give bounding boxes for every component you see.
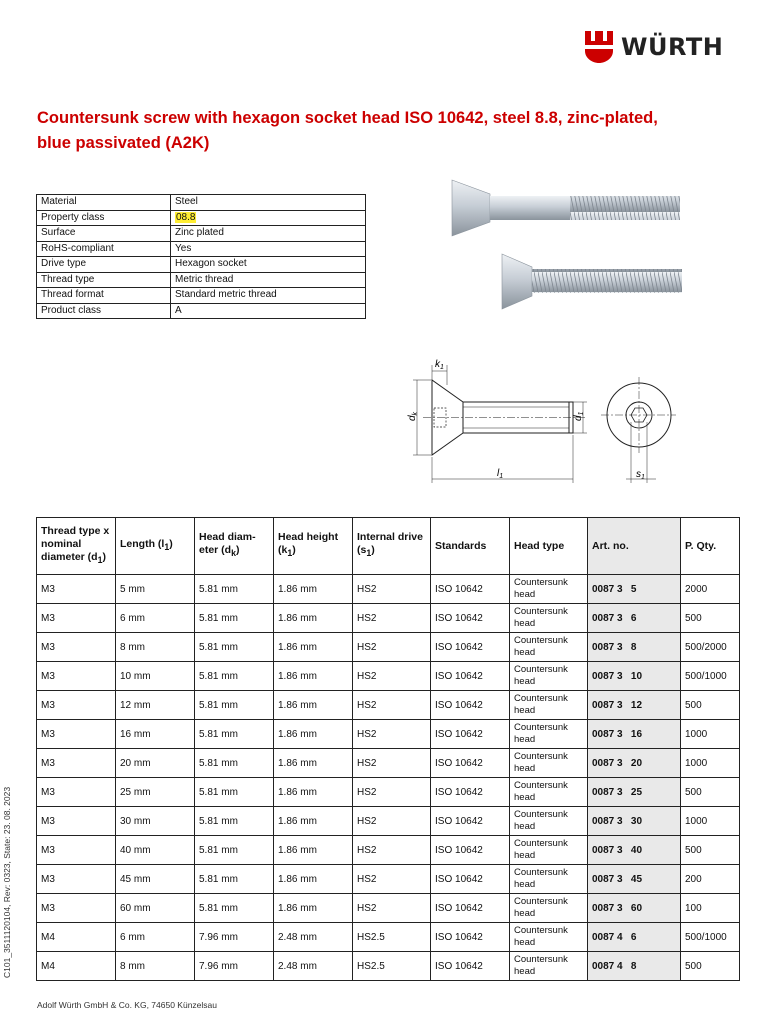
cell-head-type: Countersunk head [510, 894, 588, 923]
property-row [37, 288, 366, 304]
label-d1: $d_1$ [573, 411, 585, 421]
cell-pack-qty: 2000 [681, 575, 740, 604]
property-label: Surface [37, 226, 171, 242]
cell-head-height: 1.86 mm [274, 720, 353, 749]
cell-pack-qty: 500 [681, 691, 740, 720]
cell-pack-qty: 200 [681, 865, 740, 894]
col-headdia-header: Head diam-eter $(d_k)$ [195, 518, 274, 575]
col-headtype-header: Head type [510, 518, 588, 575]
cell-head-type: Countersunk head [510, 749, 588, 778]
cell-length: 20 mm [116, 749, 195, 778]
table-row [37, 836, 740, 865]
cell-head-height: 1.86 mm [274, 633, 353, 662]
property-value [171, 210, 366, 226]
property-value: Standard metric thread [171, 288, 366, 304]
cell-head-type: Countersunk head [510, 662, 588, 691]
cell-length: 5 mm [116, 575, 195, 604]
property-value: Metric thread [171, 272, 366, 288]
col-length-header: Length $(l_1)$ [116, 518, 195, 575]
product-photo [410, 172, 690, 322]
cell-art-no: 0087 3 60 [588, 894, 681, 923]
table-row [37, 604, 740, 633]
cell-head-height: 1.86 mm [274, 662, 353, 691]
cell-standard: ISO 10642 [431, 691, 510, 720]
cell-pack-qty: 500/2000 [681, 633, 740, 662]
cell-head-height: 1.86 mm [274, 749, 353, 778]
property-label: Product class [37, 303, 171, 319]
cell-standard: ISO 10642 [431, 923, 510, 952]
cell-head-height: 2.48 mm [274, 923, 353, 952]
cell-length: 60 mm [116, 894, 195, 923]
cell-head-diameter: 7.96 mm [195, 923, 274, 952]
col-headheight-header: Head height $(k_1)$ [274, 518, 353, 575]
cell-standard: ISO 10642 [431, 662, 510, 691]
cell-head-type: Countersunk head [510, 691, 588, 720]
cell-art-no: 0087 3 25 [588, 778, 681, 807]
cell-head-diameter: 5.81 mm [195, 836, 274, 865]
cell-standard: ISO 10642 [431, 894, 510, 923]
property-label: RoHS-compliant [37, 241, 171, 257]
property-row [37, 257, 366, 273]
cell-head-diameter: 7.96 mm [195, 952, 274, 981]
cell-length: 6 mm [116, 604, 195, 633]
document-revision: C101_3511120104, Rev: 0323, State: 23. 08. 2023 [2, 786, 12, 978]
cell-standard: ISO 10642 [431, 604, 510, 633]
cell-standard: ISO 10642 [431, 749, 510, 778]
col-drive-header: Internal drive $(s_1)$ [353, 518, 431, 575]
cell-internal-drive: HS2 [353, 575, 431, 604]
cell-length: 8 mm [116, 633, 195, 662]
table-row [37, 894, 740, 923]
cell-internal-drive: HS2 [353, 691, 431, 720]
specification-table [36, 517, 740, 981]
cell-thread: M3 [37, 778, 116, 807]
cell-head-type: Countersunk head [510, 865, 588, 894]
cell-art-no: 0087 4 6 [588, 923, 681, 952]
cell-art-no: 0087 3 5 [588, 575, 681, 604]
table-row [37, 807, 740, 836]
cell-head-type: Countersunk head [510, 952, 588, 981]
cell-length: 45 mm [116, 865, 195, 894]
cell-thread: M3 [37, 749, 116, 778]
table-row [37, 720, 740, 749]
cell-head-diameter: 5.81 mm [195, 749, 274, 778]
label-k1: $k_1$ [435, 359, 444, 371]
cell-internal-drive: HS2 [353, 865, 431, 894]
brand-name: WÜRTH [621, 33, 724, 61]
col-artno-header: Art. no. [588, 518, 681, 575]
label-s1: $s_1$ [636, 469, 645, 481]
cell-thread: M3 [37, 807, 116, 836]
properties-table [36, 194, 366, 319]
cell-head-type: Countersunk head [510, 633, 588, 662]
cell-thread: M3 [37, 691, 116, 720]
footer-company: Adolf Würth GmbH & Co. KG, 74650 Künzelsau [37, 1000, 218, 1010]
cell-head-diameter: 5.81 mm [195, 778, 274, 807]
property-value: A [171, 303, 366, 319]
cell-pack-qty: 1000 [681, 807, 740, 836]
cell-pack-qty: 500/1000 [681, 662, 740, 691]
cell-internal-drive: HS2 [353, 807, 431, 836]
cell-internal-drive: HS2 [353, 720, 431, 749]
cell-standard: ISO 10642 [431, 952, 510, 981]
cell-internal-drive: HS2 [353, 633, 431, 662]
cell-art-no: 0087 3 30 [588, 807, 681, 836]
col-standards-header: Standards [431, 518, 510, 575]
cell-internal-drive: HS2 [353, 836, 431, 865]
cell-head-height: 1.86 mm [274, 691, 353, 720]
cell-thread: M3 [37, 662, 116, 691]
property-value: Steel [171, 195, 366, 211]
cell-internal-drive: HS2 [353, 749, 431, 778]
cell-length: 10 mm [116, 662, 195, 691]
cell-length: 25 mm [116, 778, 195, 807]
cell-art-no: 0087 3 40 [588, 836, 681, 865]
cell-head-diameter: 5.81 mm [195, 604, 274, 633]
cell-head-diameter: 5.81 mm [195, 894, 274, 923]
cell-head-height: 1.86 mm [274, 604, 353, 633]
property-value: Zinc plated [171, 226, 366, 242]
cell-thread: M3 [37, 604, 116, 633]
cell-head-type: Countersunk head [510, 604, 588, 633]
cell-pack-qty: 500 [681, 952, 740, 981]
property-row [37, 195, 366, 211]
table-row [37, 923, 740, 952]
table-header-row [37, 518, 740, 575]
cell-pack-qty: 500 [681, 604, 740, 633]
cell-head-height: 1.86 mm [274, 836, 353, 865]
cell-art-no: 0087 3 45 [588, 865, 681, 894]
property-value: Yes [171, 241, 366, 257]
cell-standard: ISO 10642 [431, 807, 510, 836]
product-title: Countersunk screw with hexagon socket head ISO 10642, steel 8.8, zinc-plated, blue passivated (A2K) [37, 109, 658, 152]
property-label: Material [37, 195, 171, 211]
brand-logo [585, 30, 723, 64]
cell-length: 8 mm [116, 952, 195, 981]
cell-pack-qty: 1000 [681, 749, 740, 778]
cell-head-type: Countersunk head [510, 778, 588, 807]
cell-head-diameter: 5.81 mm [195, 633, 274, 662]
cell-head-diameter: 5.81 mm [195, 807, 274, 836]
cell-thread: M3 [37, 894, 116, 923]
col-qty-header: P. Qty. [681, 518, 740, 575]
cell-head-diameter: 5.81 mm [195, 662, 274, 691]
cell-head-height: 1.86 mm [274, 575, 353, 604]
cell-thread: M3 [37, 720, 116, 749]
cell-internal-drive: HS2.5 [353, 923, 431, 952]
cell-thread: M4 [37, 923, 116, 952]
cell-head-height: 1.86 mm [274, 778, 353, 807]
cell-art-no: 0087 3 12 [588, 691, 681, 720]
technical-drawing-front [596, 375, 676, 490]
cell-head-type: Countersunk head [510, 807, 588, 836]
property-row [37, 241, 366, 257]
cell-pack-qty: 500 [681, 836, 740, 865]
cell-standard: ISO 10642 [431, 633, 510, 662]
cell-head-diameter: 5.81 mm [195, 575, 274, 604]
cell-head-type: Countersunk head [510, 923, 588, 952]
cell-head-height: 2.48 mm [274, 952, 353, 981]
cell-internal-drive: HS2 [353, 894, 431, 923]
cell-length: 30 mm [116, 807, 195, 836]
cell-art-no: 0087 3 6 [588, 604, 681, 633]
table-row [37, 691, 740, 720]
cell-standard: ISO 10642 [431, 575, 510, 604]
cell-internal-drive: HS2.5 [353, 952, 431, 981]
cell-thread: M3 [37, 575, 116, 604]
cell-art-no: 0087 3 20 [588, 749, 681, 778]
table-row [37, 749, 740, 778]
cell-length: 40 mm [116, 836, 195, 865]
wurth-logo-icon [585, 31, 613, 63]
cell-head-type: Countersunk head [510, 720, 588, 749]
cell-head-diameter: 5.81 mm [195, 720, 274, 749]
cell-length: 16 mm [116, 720, 195, 749]
cell-length: 12 mm [116, 691, 195, 720]
cell-art-no: 0087 4 8 [588, 952, 681, 981]
property-value-highlight: 08.8 [176, 211, 196, 223]
cell-art-no: 0087 3 16 [588, 720, 681, 749]
cell-head-diameter: 5.81 mm [195, 691, 274, 720]
property-row [37, 272, 366, 288]
label-l1: $l_1$ [497, 468, 504, 480]
table-row [37, 952, 740, 981]
property-label: Property class [37, 210, 171, 226]
property-value: Hexagon socket [171, 257, 366, 273]
cell-thread: M4 [37, 952, 116, 981]
property-label: Thread format [37, 288, 171, 304]
label-dk: $d_k$ [407, 411, 419, 421]
property-row [37, 210, 366, 226]
cell-pack-qty: 1000 [681, 720, 740, 749]
cell-head-height: 1.86 mm [274, 865, 353, 894]
cell-standard: ISO 10642 [431, 720, 510, 749]
cell-internal-drive: HS2 [353, 662, 431, 691]
table-row [37, 778, 740, 807]
property-row [37, 226, 366, 242]
cell-standard: ISO 10642 [431, 865, 510, 894]
cell-pack-qty: 500 [681, 778, 740, 807]
cell-art-no: 0087 3 10 [588, 662, 681, 691]
cell-thread: M3 [37, 633, 116, 662]
cell-internal-drive: HS2 [353, 604, 431, 633]
cell-head-height: 1.86 mm [274, 894, 353, 923]
cell-standard: ISO 10642 [431, 778, 510, 807]
property-label: Drive type [37, 257, 171, 273]
cell-internal-drive: HS2 [353, 778, 431, 807]
cell-pack-qty: 100 [681, 894, 740, 923]
cell-standard: ISO 10642 [431, 836, 510, 865]
cell-head-type: Countersunk head [510, 836, 588, 865]
table-row [37, 575, 740, 604]
table-row [37, 633, 740, 662]
cell-thread: M3 [37, 836, 116, 865]
short-screw-image [502, 254, 682, 309]
property-label: Thread type [37, 272, 171, 288]
table-row [37, 662, 740, 691]
col-thread-header: Thread type x nominal diameter $(d_1)$ [37, 518, 116, 575]
property-row [37, 303, 366, 319]
cell-thread: M3 [37, 865, 116, 894]
cell-length: 6 mm [116, 923, 195, 952]
cell-art-no: 0087 3 8 [588, 633, 681, 662]
cell-head-type: Countersunk head [510, 575, 588, 604]
long-screw-image [452, 180, 680, 236]
cell-head-height: 1.86 mm [274, 807, 353, 836]
technical-drawing [395, 355, 595, 485]
cell-head-diameter: 5.81 mm [195, 865, 274, 894]
table-row [37, 865, 740, 894]
cell-pack-qty: 500/1000 [681, 923, 740, 952]
